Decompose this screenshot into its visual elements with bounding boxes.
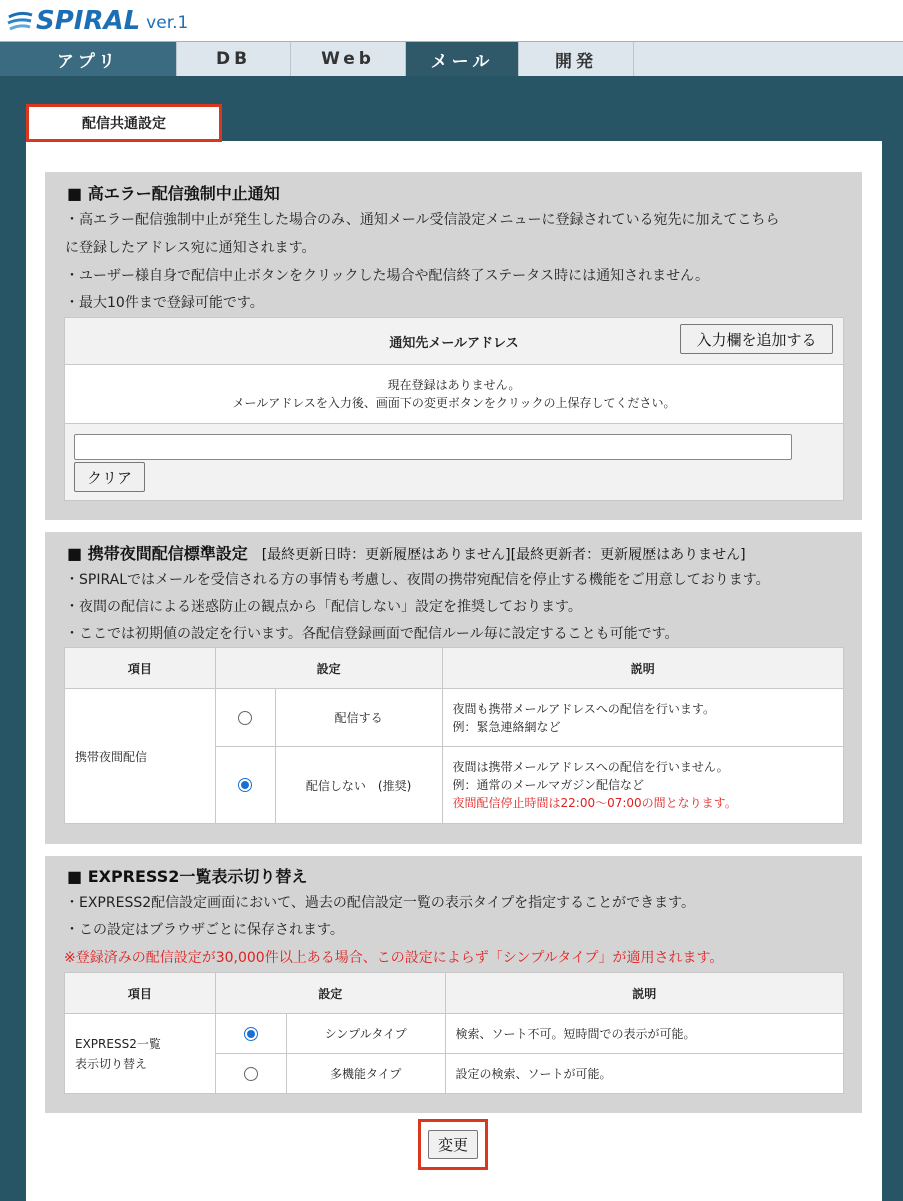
item-name (65, 1014, 216, 1094)
section-express2-display (45, 856, 862, 1113)
item-name-line: EXPRESS2一覧 (75, 1036, 161, 1051)
section-title: ■ 高エラー配信強制中止通知 (67, 184, 280, 203)
tab-dev[interactable]: 開発 (519, 42, 634, 76)
table-row (65, 1014, 844, 1054)
description-text: 夜間も携帯メールアドレスへの配信を行います。 (452, 701, 715, 716)
header-setting: 設定 (215, 973, 445, 1014)
option-description (442, 689, 844, 747)
notify-table-header (65, 318, 843, 365)
description-line: に登録したアドレス宛に通知されます。 (65, 240, 316, 256)
tab-db[interactable]: DB (177, 42, 291, 76)
header-description: 説明 (442, 648, 844, 689)
tab-app[interactable]: アプリ (0, 42, 177, 76)
change-button-highlight (418, 1119, 488, 1170)
option-label: シンプルタイプ (286, 1014, 445, 1054)
empty-message-line: メールアドレスを入力後、画面下の変更ボタンをクリックの上保存してください。 (232, 396, 676, 410)
spiral-logo-icon (6, 11, 34, 35)
description-text: 夜間は携帯メールアドレスへの配信を行いません。 (452, 760, 729, 774)
section-title: ■ 携帯夜間配信標準設定 [最終更新日時：更新履歴はありません][最終更新者：更新履歴はありません] (67, 544, 746, 563)
header (0, 0, 903, 41)
page-tab-common-settings[interactable]: 配信共通設定 (26, 104, 222, 142)
main-tabs (0, 41, 903, 76)
section-mobile-night-delivery (45, 532, 862, 844)
tab-mail[interactable]: メール (406, 42, 519, 76)
description-line: ・SPIRALではメールを受信される方の事情も考慮し、夜間の携帯宛配信を停止する機能をご用意しております。 (65, 572, 770, 588)
option-description: 設定の検索、ソートが可能。 (445, 1054, 843, 1094)
header-item: 項目 (65, 973, 216, 1014)
brand-name: SPIRAL (36, 6, 141, 36)
notify-empty-message (65, 365, 843, 424)
option-description (442, 747, 844, 824)
option-label: 配信する (275, 689, 442, 747)
description-line: ・ユーザー様自身で配信中止ボタンをクリックした場合や配信終了ステータス時には通知されません。 (65, 268, 709, 284)
express2-display-table (64, 972, 844, 1094)
description-line: ・ここでは初期値の設定を行います。各配信登録画面で配信ルール毎に設定することも可能です。 (65, 626, 679, 642)
empty-message-line: 現在登録はありません。 (387, 378, 521, 392)
description-example: 例：緊急連絡網など (452, 719, 561, 734)
tab-web[interactable]: Web (291, 42, 406, 76)
radio-multi-type[interactable] (244, 1067, 258, 1081)
item-name-line: 表示切り替え (75, 1056, 148, 1071)
table-header-row (65, 973, 844, 1014)
last-updated-meta: [最終更新日時：更新履歴はありません][最終更新者：更新履歴はありません] (261, 547, 746, 563)
change-button[interactable]: 変更 (428, 1130, 478, 1159)
radio-no-deliver[interactable] (238, 778, 252, 792)
header-item: 項目 (65, 648, 216, 689)
header-description: 説明 (445, 973, 843, 1014)
section-title: ■ EXPRESS2一覧表示切り替え (67, 867, 308, 886)
option-description: 検索、ソート不可。短時間での表示が可能。 (445, 1014, 843, 1054)
warning-line: ※登録済みの配信設定が30,000件以上ある場合、この設定によらず「シンプルタイプ」が適用されます。 (64, 950, 724, 966)
night-delivery-table (64, 647, 844, 824)
stop-time-note: 夜間配信停止時間は22:00～07:00の間となります。 (452, 796, 737, 810)
radio-cell[interactable] (215, 747, 275, 824)
table-row (65, 689, 844, 747)
description-line: ・この設定はブラウザごとに保存されます。 (65, 922, 344, 938)
spiral-logo[interactable] (6, 5, 188, 35)
option-label: 多機能タイプ (286, 1054, 445, 1094)
description-line: ・最大10件まで登録可能です。 (65, 295, 264, 311)
radio-cell[interactable] (215, 1054, 286, 1094)
add-input-button[interactable]: 入力欄を追加する (680, 324, 833, 354)
notify-header-label: 通知先メールアドレス (389, 336, 519, 351)
notify-address-table (64, 317, 844, 501)
brand-version: ver.1 (146, 13, 189, 33)
section-high-error-notify (45, 172, 862, 520)
clear-button[interactable]: クリア (74, 462, 145, 492)
tab-filler (634, 42, 903, 76)
description-example: 例：通常のメールマガジン配信など (452, 778, 644, 792)
description-line: ・夜間の配信による迷惑防止の観点から「配信しない」設定を推奨しております。 (65, 599, 582, 615)
description-line: ・高エラー配信強制中止が発生した場合のみ、通知メール受信設定メニューに登録されている宛先に加えてこちら (65, 212, 780, 228)
radio-cell[interactable] (215, 1014, 286, 1054)
radio-cell[interactable] (215, 689, 275, 747)
item-name: 携帯夜間配信 (65, 689, 216, 824)
table-header-row (65, 648, 844, 689)
radio-simple-type[interactable] (244, 1027, 258, 1041)
notify-input-row (65, 424, 843, 500)
description-line: ・EXPRESS2配信設定画面において、過去の配信設定一覧の表示タイプを指定することができます。 (65, 895, 696, 911)
notify-email-input[interactable] (74, 434, 792, 460)
option-label: 配信しない (推奨) (275, 747, 442, 824)
radio-deliver[interactable] (238, 711, 252, 725)
header-setting: 設定 (215, 648, 442, 689)
